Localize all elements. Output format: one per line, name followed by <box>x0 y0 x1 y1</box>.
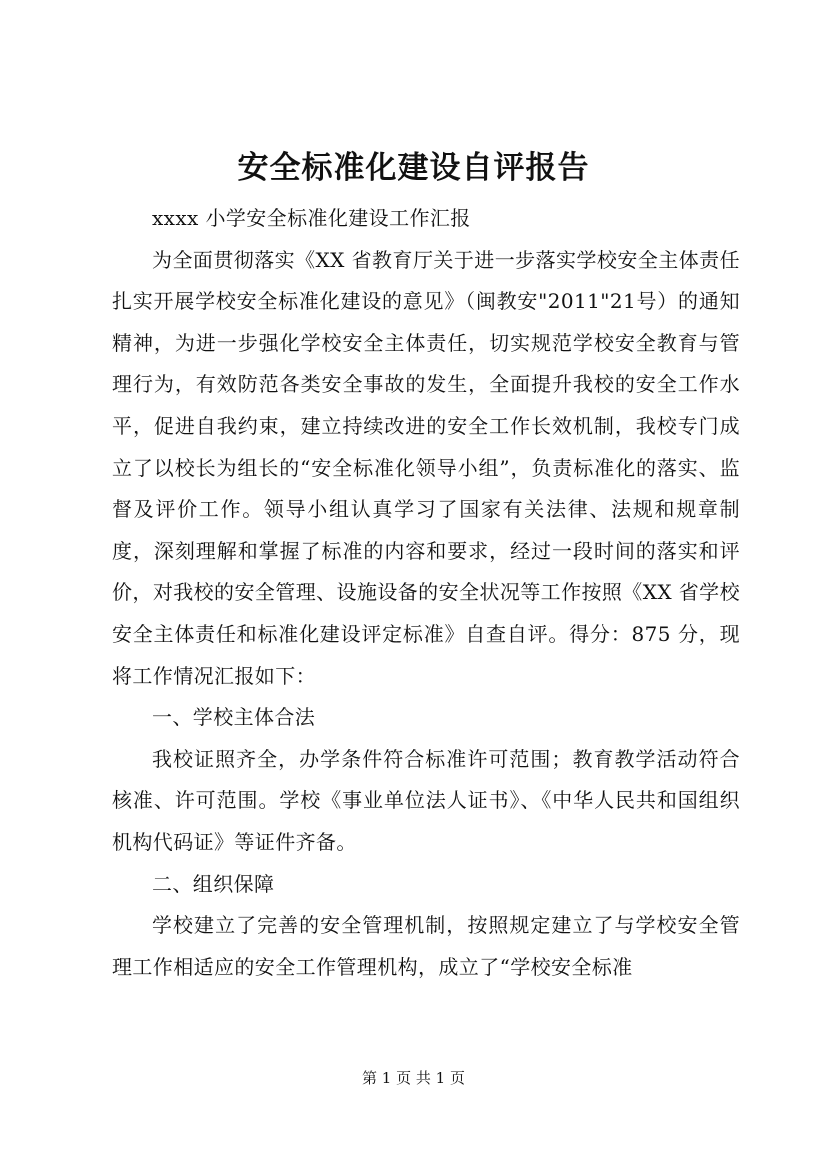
document-title: 安全标准化建设自评报告 <box>237 150 590 186</box>
paragraph-section-2: 学校建立了完善的安全管理机制，按照规定建立了与学校安全管理工作相适应的安全工作管理机构，成立了“学校安全标准 <box>112 913 740 979</box>
document-body <box>112 198 740 988</box>
paragraph-intro: 为全面贯彻落实《XX 省教育厅关于进一步落实学校安全主体责任扎实开展学校安全标准化建设的意见》（闽教安"2011"21号）的通知精神，为进一步强化学校安全主体责任，切实规范学校安全教育与管理行为，有效防范各类安全事故的发生，全面提升我校的安全工作水平，促进自我约束，建立持续改进的安全工作长效机制，我校专门成立了以校长为组长的“安全标准化领导小组”，负责标准化的落实、监督及评价工作。领导小组认真学习了国家有关法律、法规和规章制度，深刻理解和掌握了标准的内容和要求，经过一段时间的落实和评价，对我校的安全管理、设施设备的安全状况等工作按照《XX 省学校安全主体责任和标准化建设评定标准》自查自评。得分：875 分，现将工作情况汇报如下： <box>112 247 740 688</box>
paragraph-subtitle: xxxx 小学安全标准化建设工作汇报 <box>152 206 471 230</box>
page-footer: 第 1 页 共 1 页 <box>362 1069 465 1087</box>
paragraph-section-1: 我校证照齐全，办学条件符合标准许可范围；教育教学活动符合核准、许可范围。学校《事业单位法人证书》、《中华人民共和国组织机构代码证》等证件齐备。 <box>112 746 740 854</box>
section-heading-1: 一、学校主体合法 <box>152 705 316 730</box>
section-heading-2: 二、组织保障 <box>152 871 275 896</box>
